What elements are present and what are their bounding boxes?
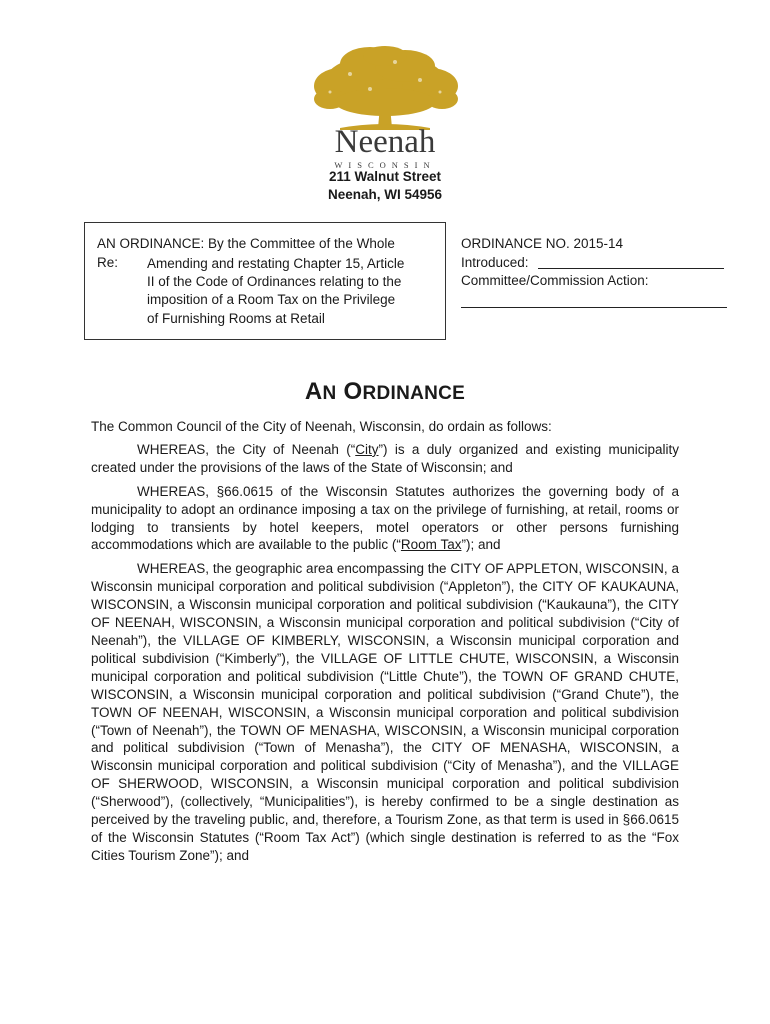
neenah-logo — [300, 44, 470, 174]
re-subject — [147, 255, 439, 328]
whereas-paragraph-1 — [91, 441, 679, 477]
re-line: of Furnishing Rooms at Retail — [147, 310, 325, 326]
re-label: Re: — [97, 255, 119, 270]
address-street: 211 Walnut Street — [328, 169, 442, 184]
introduced-blank-line — [538, 268, 724, 269]
text-run: ”); and — [461, 537, 501, 553]
ordinance-body — [91, 418, 679, 871]
re-line: imposition of a Room Tax on the Privilege — [147, 292, 396, 308]
defined-term: Room Tax — [400, 537, 462, 553]
document-title — [0, 378, 770, 406]
committee-action-blank-line — [461, 307, 727, 308]
re-line: Amending and restating Chapter 15, Article — [147, 256, 405, 271]
logo-subtext: WISCONSIN — [334, 160, 436, 170]
title-letter: O — [343, 378, 363, 405]
re-line: II of the Code of Ordinances relating to the — [147, 274, 402, 290]
ordinance-number: ORDINANCE NO. 2015-14 — [461, 236, 624, 251]
tree-icon — [314, 46, 458, 130]
intro-paragraph: The Common Council of the City of Neenah, Wisconsin, do ordain as follows: — [91, 419, 552, 434]
whereas-paragraph-2 — [91, 483, 679, 555]
defined-term: City — [355, 441, 379, 457]
address-city: Neenah, WI 54956 — [327, 187, 443, 202]
whereas-paragraph-3: WHEREAS, the geographic area encompassing the CITY OF APPLETON, WISCONSIN, a Wisconsin municipal corporation and political subdivision (“Appleton”), the CITY OF KAUKAUNA, WISCONSIN, a Wisconsin municipal corporation and political subdivision (“Kaukauna”), the CITY OF NEENAH, WISCONSIN, a Wisconsin municipal corporation and political subdivision (“City of Neenah”), the VILLAGE OF KIMBERLY, WISCONSIN, a Wisconsin municipal corporation and political subdivision (“Kimberly”), the VILLAGE OF LITTLE CHUTE, WISCONSIN, a Wisconsin municipal corporation and political subdivision (“Little Chute”), the TOWN OF GRAND CHUTE, WISCONSIN, a Wisconsin municipal corporation and political subdivision (“Grand Chute”), the TOWN OF NEENAH, WISCONSIN, a Wisconsin municipal corporation and political subdivision (“Town of Neenah”), the TOWN OF MENASHA, WISCONSIN, a Wisconsin municipal corporation and political subdivision (“Town of Menasha”), the CITY OF MENASHA, WISCONSIN, a Wisconsin municipal corporation and political subdivision (“City of Menasha”), and the VILLAGE OF SHERWOOD, WISCONSIN, a Wisconsin municipal corporation and political subdivision (“Sherwood”), (collectively, “Municipalities”), is hereby confirmed to be a single destination as perceived by the traveling public, and, therefore, a Tourism Zone, as that term is used in §66.0615 of the Wisconsin Statutes (“Room Tax Act”) (which single destination is referred to as the “Fox Cities Tourism Zone”); and — [91, 561, 679, 863]
text-run: WHEREAS, §66.0615 of the Wisconsin Statutes authorizes the governing body of a municipality to adopt an ordinance imposing a tax on the privilege of furnishing, at retail, rooms or lodging to transients by hotel keepers, motel operators or other persons furnishing accommodations which are available to the public (“ — [91, 483, 679, 553]
introduced-label: Introduced: — [461, 255, 529, 270]
text-run: WHEREAS, the City of Neenah (“ — [137, 441, 356, 457]
title-rest: RDINANCE — [362, 383, 466, 404]
logo-wordmark: Neenah — [334, 124, 436, 160]
text-run: ”) is a duly organized and existing municipality created under the provisions of the laws of the State of Wisconsin; and — [91, 441, 679, 475]
title-letter: N — [322, 383, 337, 404]
ordinance-sponsor: AN ORDINANCE: By the Committee of the Whole — [97, 236, 395, 251]
title-letter: A — [304, 378, 323, 405]
committee-action-label: Committee/Commission Action: — [461, 273, 649, 288]
